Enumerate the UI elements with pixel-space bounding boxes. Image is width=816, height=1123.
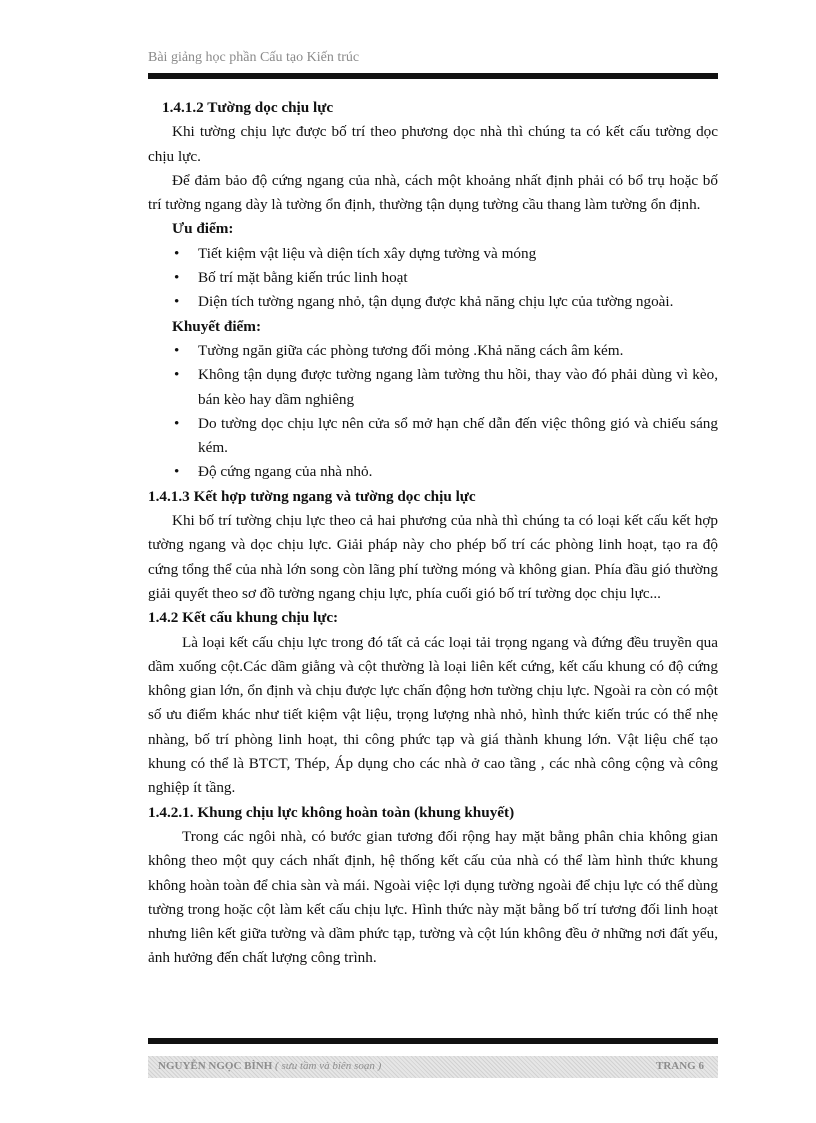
footer-author-note: ( sưu tầm và biên soạn ) (275, 1060, 382, 1072)
list-item: • Diện tích tường ngang nhỏ, tận dụng được khả năng chịu lực của tường ngoài. (148, 290, 718, 314)
heading-1413: 1.4.1.3 Kết hợp tường ngang và tường dọc chịu lực (148, 487, 476, 505)
paragraph-1412-intro: Khi tường chịu lực được bố trí theo phương dọc nhà thì chúng ta có kết cấu tường dọc chịu lực. (148, 123, 718, 165)
list-item: • Không tận dụng được tường ngang làm tường thu hồi, thay vào đó phải dùng vì kèo, bán kèo hay dầm nghiêng (148, 363, 718, 412)
disadvantages-label: Khuyết điểm: (172, 317, 262, 335)
heading-1421: 1.4.2.1. Khung chịu lực không hoàn toàn (khung khuyết) (148, 803, 515, 821)
paragraph-1421: Trong các ngôi nhà, có bước gian tương đối rộng hay mặt bằng phân chia không gian không theo một quy cách nhất định, hệ thống kết cấu của nhà có thể làm hình thức khung không hoàn toàn để chia sàn và mái. Ngoài việc lợi dụng tường ngoài để chịu lực có thể dùng tường trong hoặc cột làm kết cấu chịu lực. Hình thức này mặt bằng bố trí tương đối linh hoạt nhưng liên kết giữa tường và dầm phức tạp, tường và cột lún không đều ở những nơi đất yếu, ảnh hưởng đến chất lượng công trình. (148, 827, 718, 967)
list-item: • Do tường dọc chịu lực nên cửa sổ mở hạn chế dẫn đến việc thông gió và chiếu sáng kém. (148, 412, 718, 461)
list-item: • Bố trí mặt bằng kiến trúc linh hoạt (148, 266, 718, 290)
footer-page-number: TRANG 6 (656, 1060, 704, 1072)
footer-author: NGUYỄN NGỌC BÌNH (158, 1060, 273, 1072)
list-item: • Tiết kiệm vật liệu và diện tích xây dựng tường và móng (148, 242, 718, 266)
list-item: • Độ cứng ngang của nhà nhỏ. (148, 460, 718, 484)
footer-author-block (158, 1060, 381, 1072)
document-body (148, 96, 718, 971)
advantages-list (148, 242, 718, 315)
advantages-label: Ưu điểm: (172, 220, 234, 238)
list-item: • Tường ngăn giữa các phòng tương đối mỏng .Khả năng cách âm kém. (148, 339, 718, 363)
disadvantages-list (148, 339, 718, 485)
paragraph-1412-stability: Để đảm bảo độ cứng ngang của nhà, cách một khoảng nhất định phải có bổ trụ hoặc bố trí tường ngang dày là tường ổn định, thường tận dụng tường cầu thang làm tường ổn định. (148, 171, 718, 214)
header-rule (148, 73, 718, 79)
heading-142: 1.4.2 Kết cấu khung chịu lực: (148, 609, 339, 627)
page-header-title: Bài giảng học phần Cấu tạo Kiến trúc (148, 50, 360, 65)
paragraph-1413: Khi bố trí tường chịu lực theo cả hai phương của nhà thì chúng ta có loại kết cấu kết hợp tường ngang và dọc chịu lực. Giải pháp này cho phép bố trí các phòng linh hoạt, tạo ra độ cứng tổng thể của nhà lớn song còn lãng phí tường móng và không gian. Phía đầu gió thường giải quyết theo sơ đồ tường ngang chịu lực, phía cuối gió bố trí tường dọc chịu lực... (148, 512, 718, 602)
heading-1412: 1.4.1.2 Tường dọc chịu lực (162, 99, 334, 116)
footer-rule (148, 1038, 718, 1044)
paragraph-142: Là loại kết cấu chịu lực trong đó tất cả các loại tải trọng ngang và đứng đều truyền qua dầm xuống cột.Các dầm giằng và cột thường là loại liên kết cứng, kết cấu khung có độ cứng không gian lớn, ổn định và chịu được lực chấn động hơn tường chịu lực. Ngoài ra còn có một số ưu điểm khác như tiết kiệm vật liệu, trọng lượng nhà nhỏ, hình thức kiến trúc có thể nhẹ nhàng, bố trí phòng linh hoạt, thi công phức tạp và giá thành khung lớn. Vật liệu chế tạo khung có thể là BTCT, Thép, Áp dụng cho các nhà ở cao tầng , các nhà công cộng và công nghiệp ít tầng. (148, 633, 718, 797)
page-footer (148, 1056, 718, 1078)
